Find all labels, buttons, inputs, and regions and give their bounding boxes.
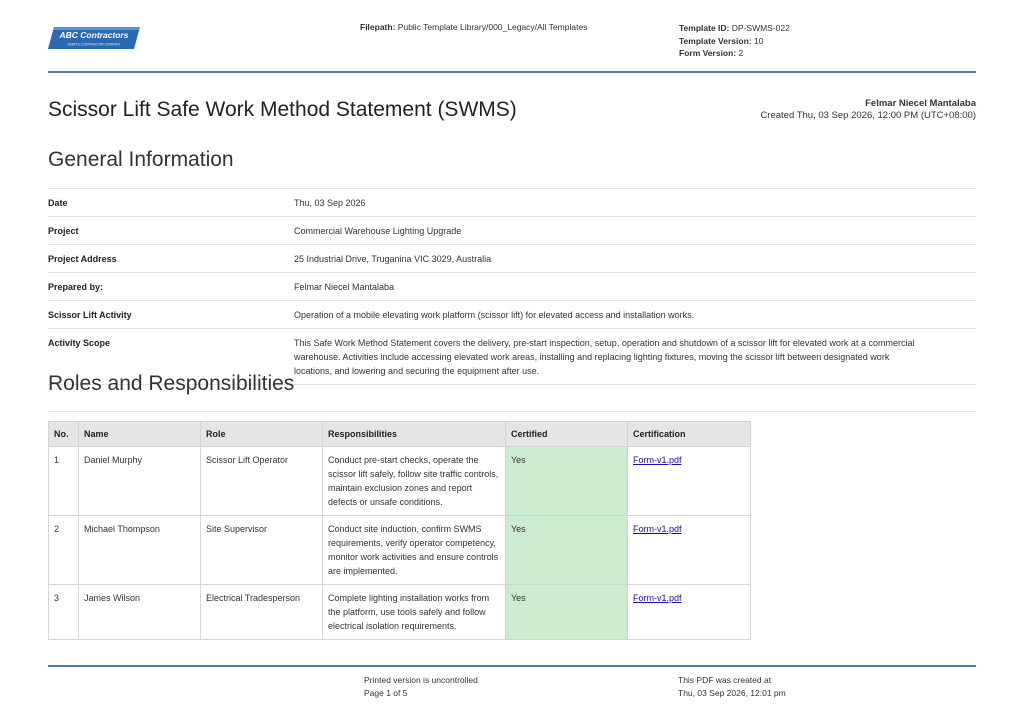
- company-logo: [48, 26, 140, 50]
- info-row: [48, 273, 976, 301]
- column-header: Name: [79, 422, 201, 447]
- template-version: [679, 35, 790, 48]
- roles-table: [48, 421, 751, 640]
- info-row: [48, 301, 976, 329]
- author-name: Felmar Niecel Mantalaba: [865, 98, 976, 109]
- info-label: Date: [48, 189, 294, 217]
- person-role: Electrical Tradesperson: [201, 585, 323, 640]
- certification-link[interactable]: Form-v1.pdf: [633, 524, 682, 534]
- table-row: [49, 516, 751, 585]
- person-name: James Wilson: [79, 585, 201, 640]
- info-value: 25 Industrial Drive, Truganina VIC 3029, Australia: [294, 245, 976, 273]
- info-value: Felmar Niecel Mantalaba: [294, 273, 976, 301]
- certification-cell: [628, 516, 751, 585]
- footer-created-info: [678, 674, 786, 700]
- column-header: Certification: [628, 422, 751, 447]
- template-id: [679, 22, 790, 35]
- document-title: Scissor Lift Safe Work Method Statement (SWMS): [48, 98, 517, 121]
- certified-status: Yes: [506, 516, 628, 585]
- certification-cell: [628, 585, 751, 640]
- template-info: [679, 22, 790, 60]
- person-role: Scissor Lift Operator: [201, 447, 323, 516]
- filepath: [360, 22, 587, 32]
- certification-link[interactable]: Form-v1.pdf: [633, 455, 682, 465]
- logo-name: ABC Contractors: [59, 30, 129, 40]
- table-row: [49, 585, 751, 640]
- info-label: Scissor Lift Activity: [48, 301, 294, 329]
- form-version-label: Form Version:: [679, 48, 737, 58]
- header-divider: [48, 71, 976, 73]
- info-label: Activity Scope: [48, 329, 294, 385]
- column-header: Role: [201, 422, 323, 447]
- roles-divider: [48, 411, 976, 412]
- info-value: Operation of a mobile elevating work platform (scissor lift) for elevated access and installation works.: [294, 301, 976, 329]
- general-information-table: [48, 188, 976, 385]
- page-header: [48, 0, 976, 72]
- responsibilities: Conduct pre-start checks, operate the scissor lift safely, follow site traffic controls, maintain exclusion zones and report defects or unsafe conditions.: [323, 447, 506, 516]
- info-value: Thu, 03 Sep 2026: [294, 189, 976, 217]
- column-header: Certified: [506, 422, 628, 447]
- uncontrolled-notice: Printed version is uncontrolled: [364, 675, 478, 685]
- person-role: Site Supervisor: [201, 516, 323, 585]
- person-name: Michael Thompson: [79, 516, 201, 585]
- row-number: 2: [49, 516, 79, 585]
- pdf-created-value: Thu, 03 Sep 2026, 12:01 pm: [678, 688, 786, 698]
- template-id-value: DP-SWMS-022: [731, 23, 790, 33]
- info-row: [48, 217, 976, 245]
- pdf-created-label: This PDF was created at: [678, 675, 772, 685]
- template-id-label: Template ID:: [679, 23, 730, 33]
- filepath-value: Public Template Library/000_Legacy/All Templates: [397, 22, 588, 32]
- document-author-block: [760, 98, 976, 122]
- general-information-heading: General Information: [48, 148, 234, 171]
- info-value: This Safe Work Method Statement covers the delivery, pre-start inspection, setup, operation and shutdown of a scissor lift for elevated work at a commercial warehouse. Activities include accessing elevated work areas, installing and replacing lighting fixtures, moving the scissor lift between designated work locations, and lowering and securing the equipment after use.: [294, 329, 976, 385]
- responsibilities: Complete lighting installation works from the platform, use tools safely and follow electrical isolation requirements.: [323, 585, 506, 640]
- footer-divider: [48, 665, 976, 667]
- template-version-label: Template Version:: [679, 35, 752, 46]
- certification-link[interactable]: Form-v1.pdf: [633, 593, 682, 603]
- roles-header-row: [49, 422, 751, 447]
- filepath-label: Filepath:: [360, 22, 396, 32]
- info-label: Project Address: [48, 245, 294, 273]
- certification-cell: [628, 447, 751, 516]
- logo-tagline: SAMPLE CONTRACTOR COMPANY: [67, 42, 121, 47]
- column-header: No.: [49, 422, 79, 447]
- row-number: 3: [49, 585, 79, 640]
- form-version: [679, 47, 790, 60]
- row-number: 1: [49, 447, 79, 516]
- footer-print-notice: [364, 674, 478, 700]
- info-value: Commercial Warehouse Lighting Upgrade: [294, 217, 976, 245]
- page-number: Page 1 of 5: [364, 688, 408, 698]
- info-row: [48, 189, 976, 217]
- form-version-value: 2: [738, 48, 744, 58]
- responsibilities: Conduct site induction, confirm SWMS requirements, verify operator competency, monitor work activities and ensure controls are implemented.: [323, 516, 506, 585]
- info-row: [48, 245, 976, 273]
- table-row: [49, 447, 751, 516]
- info-label: Prepared by:: [48, 273, 294, 301]
- column-header: Responsibilities: [323, 422, 506, 447]
- info-label: Project: [48, 217, 294, 245]
- person-name: Daniel Murphy: [79, 447, 201, 516]
- template-version-value: 10: [753, 35, 764, 46]
- roles-heading: Roles and Responsibilities: [48, 372, 295, 395]
- created-timestamp: Created Thu, 03 Sep 2026, 12:00 PM (UTC+08:00): [760, 110, 976, 121]
- certified-status: Yes: [506, 447, 628, 516]
- certified-status: Yes: [506, 585, 628, 640]
